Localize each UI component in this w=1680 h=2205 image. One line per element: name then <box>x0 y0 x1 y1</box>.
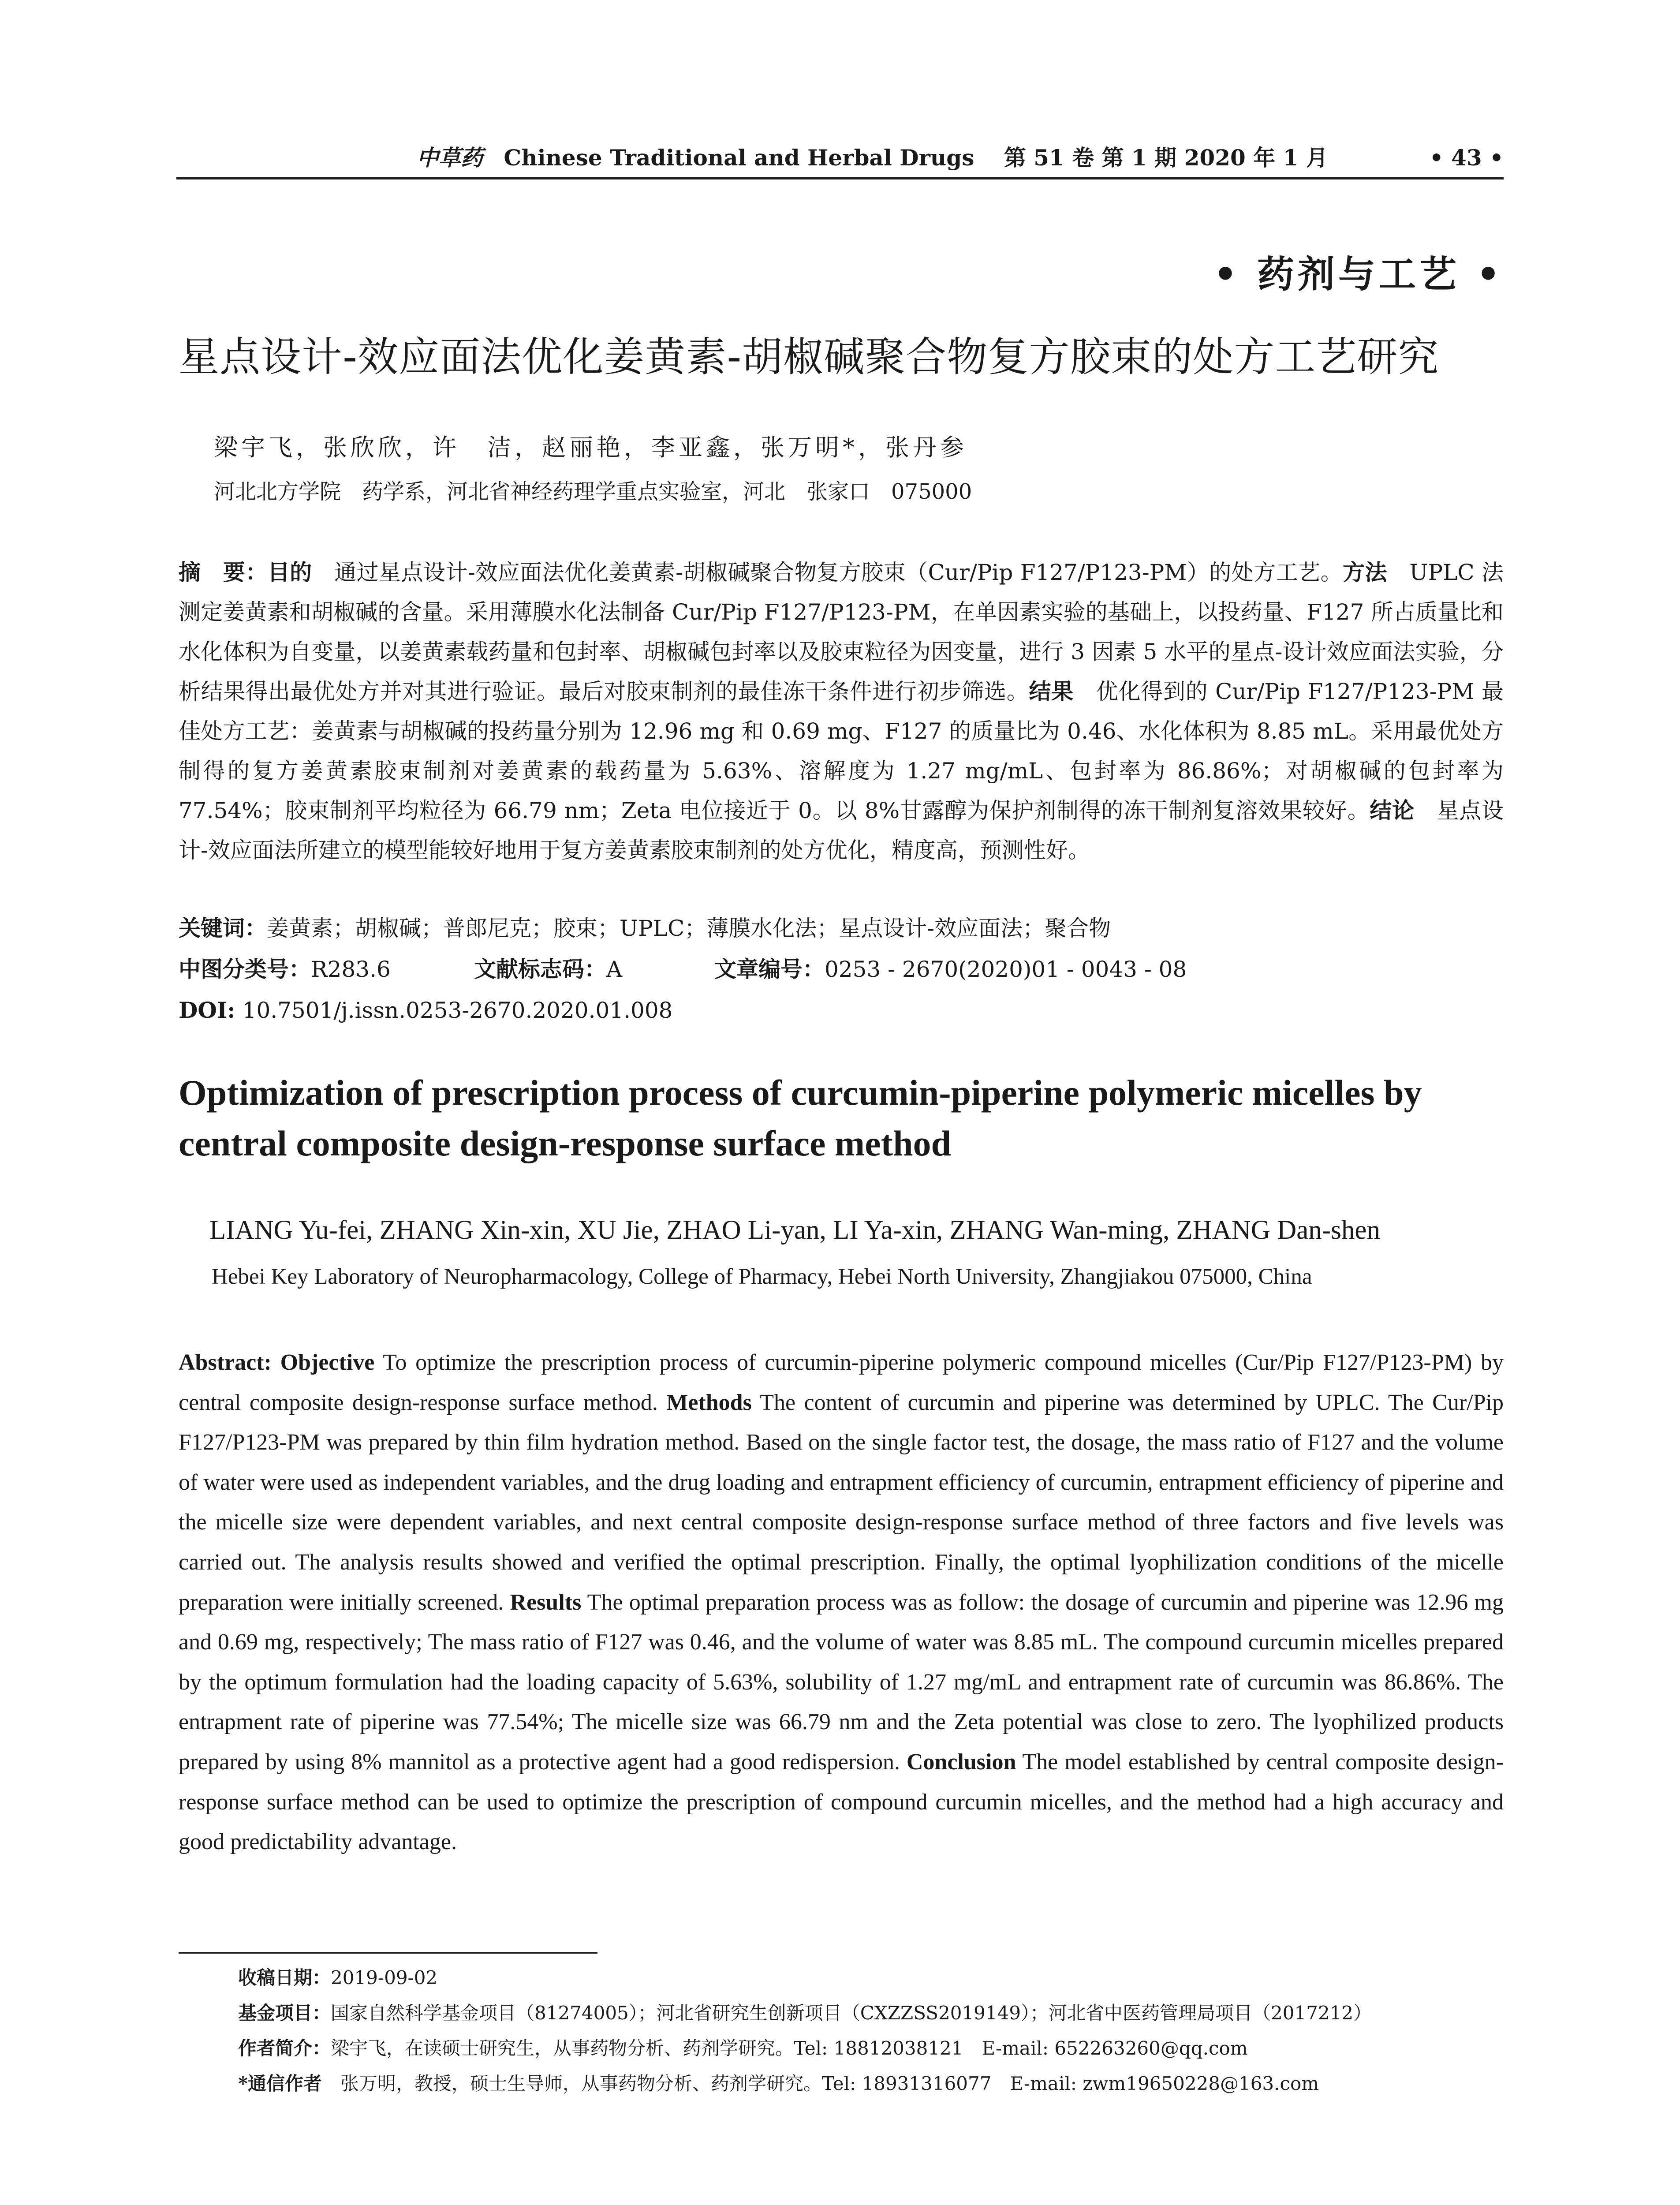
clc-item <box>179 952 474 987</box>
abstract-cn-paragraph <box>179 553 1504 870</box>
conclusion-text-cn: 星点设计-效应面法所建立的模型能较好地用于复方姜黄素胶束制剂的处方优化，精度高，预测性好。 <box>179 798 1504 863</box>
objective-label-en: Objective <box>271 1350 375 1375</box>
article-number-value: 0253 - 2670(2020)01 - 0043 - 08 <box>825 957 1187 982</box>
affiliation-en: Hebei Key Laboratory of Neuropharmacology, College of Pharmacy, Hebei North University, Zhangjiakou 075000, China <box>212 1264 1312 1289</box>
bio-label: 作者简介： <box>238 2037 331 2059</box>
objective-label-cn: 目的 <box>267 559 312 585</box>
affiliation-cn: 河北北方学院 药学系，河北省神经药理学重点实验室，河北 张家口 075000 <box>214 479 972 504</box>
journal-line <box>417 140 1328 176</box>
doi-line <box>179 993 1504 1028</box>
journal-name-cn: 中草药 <box>417 145 483 171</box>
bio-text: 梁宇飞，在读硕士研究生，从事药物分析、药剂学研究。Tel: 18812038121 E-mail: 652263260@qq.com <box>331 2037 1248 2059</box>
issue-info: 第 51 卷 第 1 期 2020 年 1 月 <box>1004 145 1328 171</box>
clc-value: R283.6 <box>311 957 391 982</box>
abstract-en-label: Abstract: <box>179 1350 272 1375</box>
abstract-cn <box>179 553 1504 870</box>
footnote-received <box>238 1960 1504 1996</box>
methods-label-en: Methods <box>666 1390 752 1415</box>
clc-label: 中图分类号： <box>179 956 311 982</box>
doc-code-item <box>474 952 714 987</box>
methods-label-cn: 方法 <box>1343 559 1387 585</box>
results-label-en: Results <box>510 1589 582 1615</box>
received-date: 2019-09-02 <box>331 1967 438 1988</box>
journal-name-en: Chinese Traditional and Herbal Drugs <box>504 145 974 171</box>
objective-text-cn: 通过星点设计-效应面法优化姜黄素-胡椒碱聚合物复方胶束（Cur/Pip F127/P123-PM）的处方工艺。 <box>312 560 1343 585</box>
footnotes <box>238 1960 1504 2101</box>
results-text-en: The optimal preparation process was as follow: the dosage of curcumin and piperine was 12.96 mg and 0.69 mg, respectively; The mass ratio of F127 was 0.46, and the volume of water was 8.85 mL. The compound curcumin micelles prepared by the optimum formulation had the loading capacity of 5.63%, solubility of 1.27 mg/mL and entrapment rate of curcumin was 86.86%. The entrapment rate of piperine was 77.54%; The micelle size was 66.79 nm and the Zeta potential was close to zero. The lyophilized products prepared by using 8% mannitol as a protective agent had a good redispersion. <box>179 1589 1504 1775</box>
title-en: Optimization of prescription process of curcumin-piperine polymeric micelles by central composite design-response surface method <box>179 1073 1422 1163</box>
abstract-en-paragraph <box>179 1343 1504 1862</box>
footnote-rule <box>179 1952 597 1954</box>
conclusion-label-en: Conclusion <box>906 1749 1016 1775</box>
corresponding-label: *通信作者 <box>238 2073 322 2094</box>
methods-text-cn: UPLC 法测定姜黄素和胡椒碱的含量。采用薄膜水化法制备 Cur/Pip F127/P123-PM，在单因素实验的基础上，以投药量、F127 所占质量比和水化体积为自变量，以姜黄素载药量和包封率、胡椒碱包封率以及胶束粒径为因变量，进行 3 因素 5 水平的星点-设计效应面法实验，分析结果得出最优处方并对其进行验证。最后对胶束制剂的最佳冻干条件进行初步筛选。 <box>179 560 1504 704</box>
keywords-line <box>179 911 1504 946</box>
conclusion-label-cn: 结论 <box>1370 797 1415 823</box>
section-tag: • 药剂与工艺 • <box>1213 252 1504 296</box>
methods-text-en: The content of curcumin and piperine was determined by UPLC. The Cur/Pip F127/P123-PM was prepared by thin film hydration method. Based on the single factor test, the dosage, the mass ratio of F127 and the volume of water were used as independent variables, and the drug loading and entrapment efficiency of curcumin, entrapment efficiency of piperine and the micelle size were dependent variables, and next central composite design-response surface method of three factors and five levels was carried out. The analysis results showed and verified the optimal prescription. Finally, the optimal lyophilization conditions of the micelle preparation were initially screened. <box>179 1390 1504 1615</box>
authors-en: LIANG Yu-fei, ZHANG Xin-xin, XU Jie, ZHAO Li-yan, LI Ya-xin, ZHANG Wan-ming, ZHANG Dan-shen <box>209 1215 1380 1245</box>
footnote-fund <box>238 1996 1504 2031</box>
footnote-corresponding <box>238 2066 1504 2101</box>
doc-code-value: A <box>606 957 623 982</box>
results-label-cn: 结果 <box>1029 678 1074 704</box>
doi-value[interactable]: 10.7501/j.issn.0253-2670.2020.01.008 <box>235 998 673 1023</box>
received-label: 收稿日期： <box>238 1967 331 1988</box>
abstract-cn-label: 摘 要： <box>179 559 268 585</box>
fund-label: 基金项目： <box>238 2002 331 2024</box>
corresponding-text: 张万明，教授，硕士生导师，从事药物分析、药剂学研究。Tel: 18931316077 E-mail: zwm19650228@163.com <box>321 2073 1319 2094</box>
doi-label: DOI: <box>179 997 235 1023</box>
header-rule <box>176 177 1504 179</box>
article-number-item <box>714 952 1187 987</box>
abstract-en <box>179 1343 1504 1862</box>
classification-line <box>179 952 1504 987</box>
article-number-label: 文章编号： <box>714 956 825 982</box>
keywords-label: 关键词： <box>179 915 267 941</box>
objective-text-en: To optimize the prescription process of curcumin-piperine polymeric compound micelles (Cur/Pip F127/P123-PM) by central composite design-response surface method. <box>179 1350 1504 1415</box>
footnote-author-bio <box>238 2031 1504 2066</box>
page-number: • 43 • <box>1429 145 1504 171</box>
running-header <box>176 140 1504 176</box>
conclusion-text-en: The model established by central composite design-response surface method can be used to optimize the prescription of compound curcumin micelles, and the method had a high accuracy and good predictability advantage. <box>179 1749 1504 1855</box>
results-text-cn: 优化得到的 Cur/Pip F127/P123-PM 最佳处方工艺：姜黄素与胡椒碱的投药量分别为 12.96 mg 和 0.69 mg、F127 的质量比为 0.46、水化体积为 8.85 mL。采用最优处方制得的复方姜黄素胶束制剂对姜黄素的载药量为 5.63%、溶解度为 1.27 mg/mL、包封率为 86.86%；对胡椒碱的包封率为 77.54%；胶束制剂平均粒径为 66.79 nm；Zeta 电位接近于 0。以 8%甘露醇为保护剂制得的冻干制剂复溶效果较好。 <box>179 679 1504 823</box>
fund-text: 国家自然科学基金项目（81274005）；河北省研究生创新项目（CXZZSS2019149）；河北省中医药管理局项目（2017212） <box>331 2002 1372 2024</box>
doc-code-label: 文献标志码： <box>474 956 606 982</box>
title-cn: 星点设计-效应面法优化姜黄素-胡椒碱聚合物复方胶束的处方工艺研究 <box>179 333 1439 381</box>
keywords-text: 姜黄素；胡椒碱；普郎尼克；胶束；UPLC；薄膜水化法；星点设计-效应面法；聚合物 <box>267 916 1111 941</box>
authors-cn: 梁宇飞，张欣欣，许 洁，赵丽艳，李亚鑫，张万明*，张丹参 <box>214 434 967 461</box>
